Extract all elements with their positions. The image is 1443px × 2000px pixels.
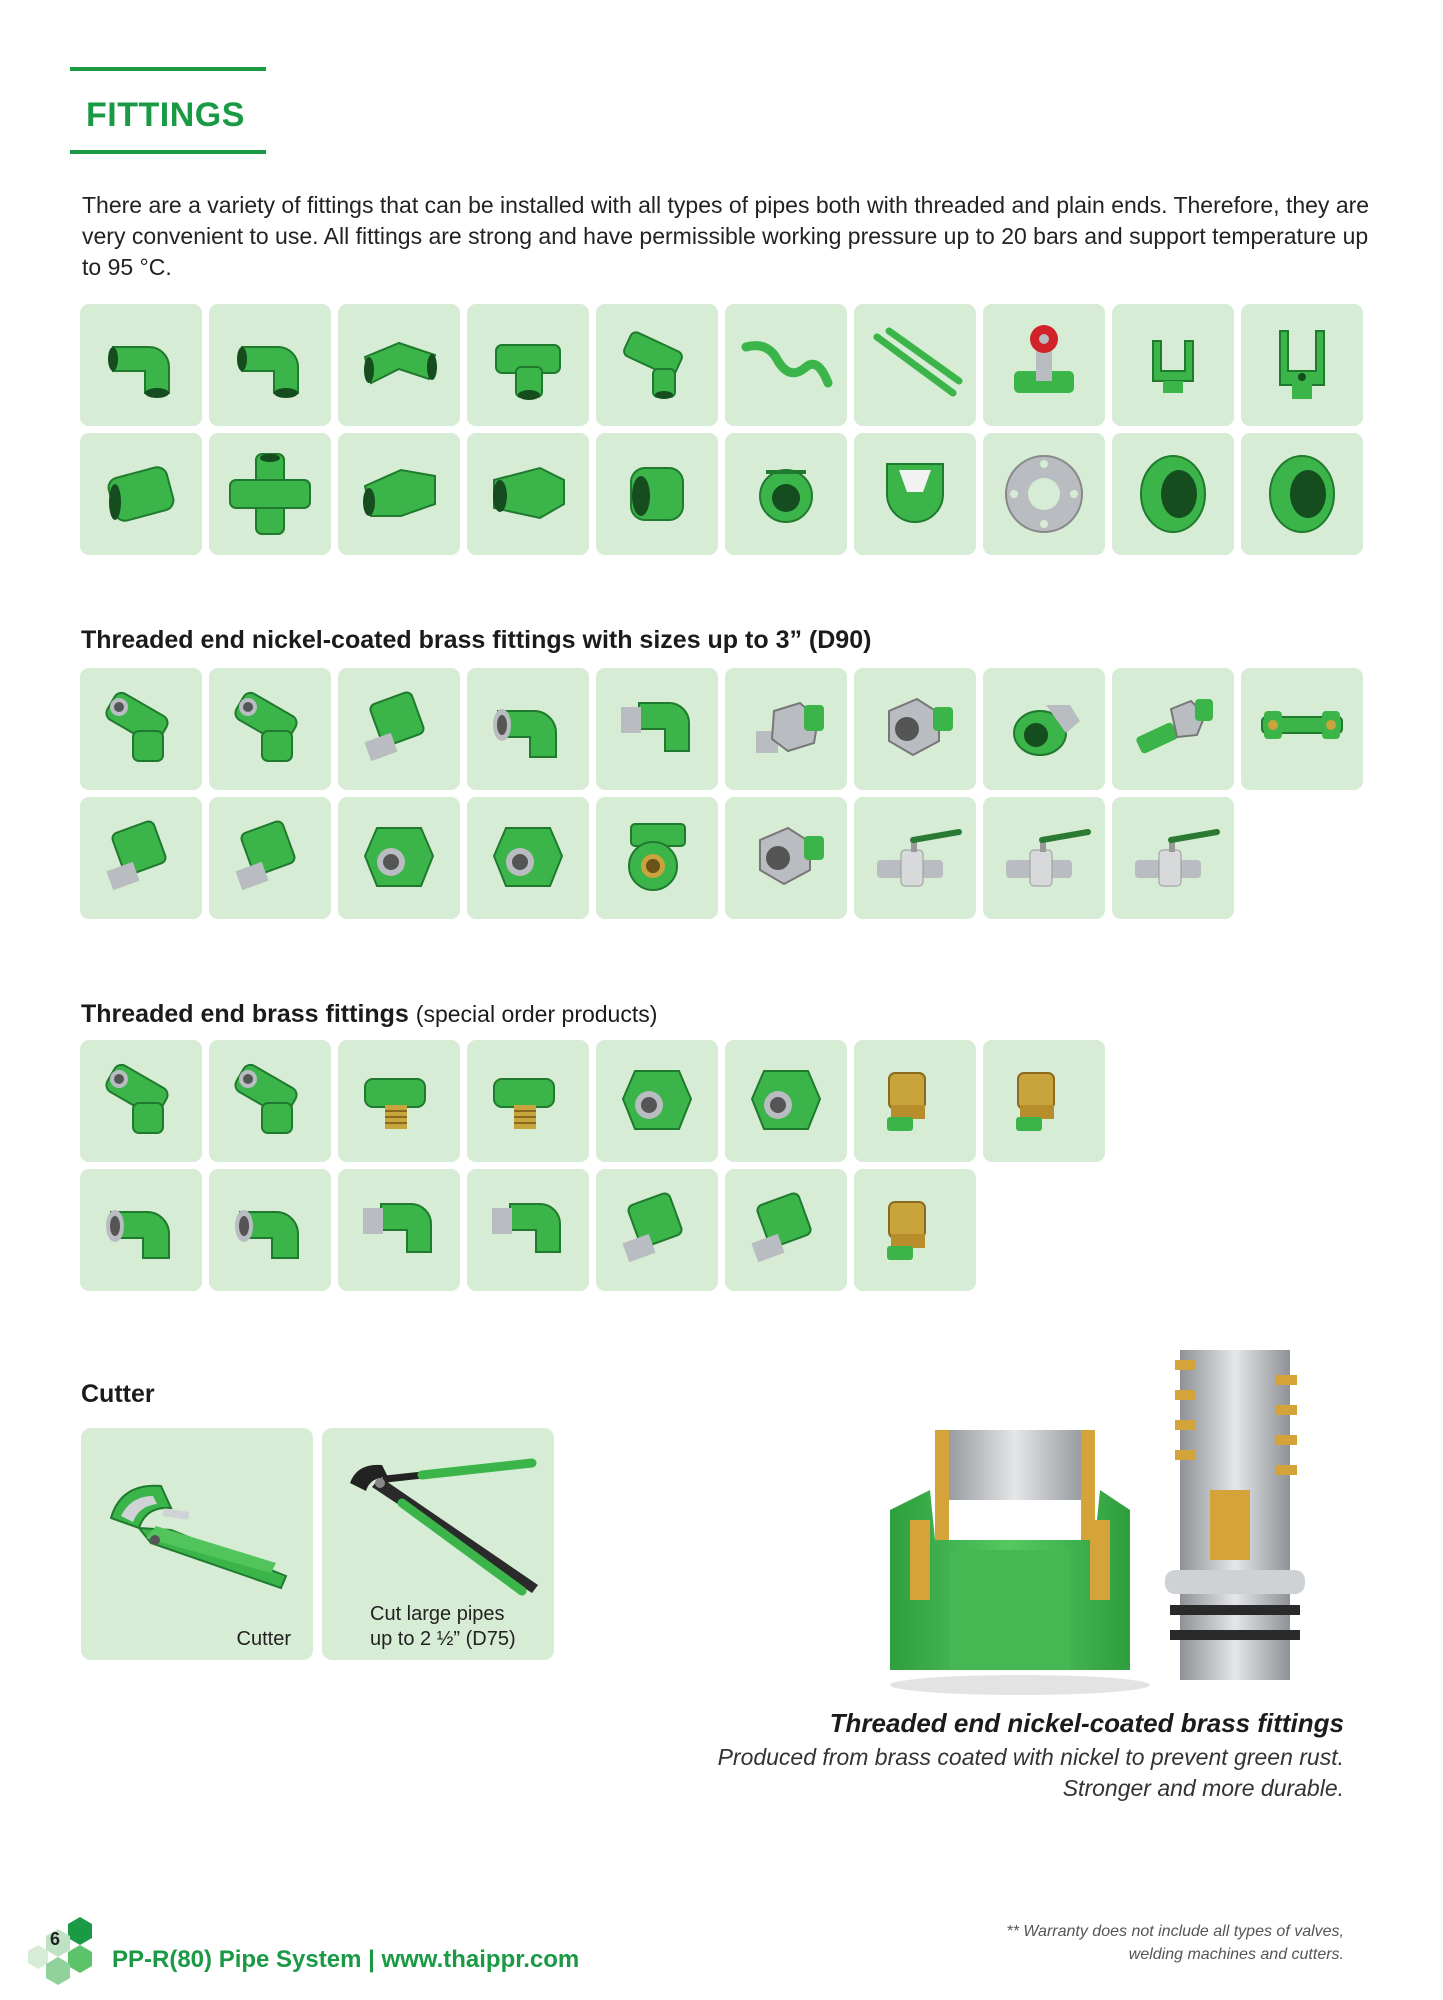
- stop-valve-fitting-icon: [996, 317, 1092, 413]
- female-tee-fitting-icon: [222, 1053, 318, 1149]
- cutter-tile: [81, 1428, 313, 1660]
- male-union-fitting-icon: [738, 681, 834, 777]
- nickel-tile-male-adapter: [80, 797, 202, 919]
- feature-line-1: Produced from brass coated with nickel to prevent green rust.: [717, 1744, 1344, 1770]
- male-adapter-fitting-icon: [222, 810, 318, 906]
- ball-valve-fitting-icon: [1125, 810, 1221, 906]
- feature-description: [544, 1742, 1344, 1804]
- brass-tile-male-tee: [467, 1040, 589, 1162]
- large-cutter-tile: [322, 1428, 554, 1660]
- section-title-brass: [81, 1000, 657, 1029]
- male-elbow-fitting-icon: [480, 1182, 576, 1278]
- cross-fitting-icon: [222, 446, 318, 542]
- female-elbow-fitting-icon: [480, 681, 576, 777]
- tee-fitting-icon: [480, 317, 576, 413]
- warranty-line-1: ** Warranty does not include all types of valves,: [1006, 1923, 1344, 1940]
- elbow-90-fitting-icon: [222, 317, 318, 413]
- fitting-tile-tee: [467, 304, 589, 426]
- section-title-cutter: Cutter: [81, 1380, 155, 1408]
- male-adapter-fitting-icon: [93, 810, 189, 906]
- male-adapter-fitting-icon: [738, 1182, 834, 1278]
- fitting-tile-socket: [80, 433, 202, 555]
- nickel-tile-female-elbow: [467, 668, 589, 790]
- brass-tile-male-elbow: [338, 1169, 460, 1291]
- brass-union-fitting-icon: [867, 1053, 963, 1149]
- fitting-tile-stop-valve: [983, 304, 1105, 426]
- brass-tile-female-adapter: [596, 1040, 718, 1162]
- brass-tile-female-elbow: [209, 1169, 331, 1291]
- male-adapter-fitting-icon: [609, 1182, 705, 1278]
- fitting-tile-reducer: [467, 433, 589, 555]
- large-cutter-caption-line2: up to 2 ½” (D75): [370, 1628, 516, 1650]
- fitting-tile-elbow-45: [338, 304, 460, 426]
- crossover-bend-fitting-icon: [738, 317, 834, 413]
- fitting-tile-pipe-rods: [854, 304, 976, 426]
- pipe-clip-fitting-icon: [1125, 317, 1221, 413]
- nickel-tile-female-union: [725, 797, 847, 919]
- female-tee-fitting-icon: [93, 1053, 189, 1149]
- nickel-tile-ball-valve: [983, 797, 1105, 919]
- nickel-tile-ball-valve: [1112, 797, 1234, 919]
- female-elbow-fitting-icon: [93, 1182, 189, 1278]
- female-adapter-fitting-icon: [480, 810, 576, 906]
- header-rule-top: [70, 67, 266, 71]
- large-cutter-caption-line1: Cut large pipes: [370, 1603, 505, 1625]
- nickel-tile-female-tee: [209, 668, 331, 790]
- brass-tile-female-tee: [80, 1040, 202, 1162]
- brass-tile-male-elbow: [467, 1169, 589, 1291]
- union-fitting-icon: [996, 681, 1092, 777]
- large-pipe-cutter-image: [332, 1443, 542, 1603]
- brass-tile-brass-union: [854, 1040, 976, 1162]
- male-tee-fitting-icon: [480, 1053, 576, 1149]
- page-number: 6: [50, 1929, 61, 1949]
- warranty-line-2: welding machines and cutters.: [1128, 1946, 1344, 1963]
- ball-valve-fitting-icon: [996, 810, 1092, 906]
- nickel-tile-female-tee: [80, 668, 202, 790]
- male-adapter-fitting-icon: [351, 681, 447, 777]
- fitting-tile-crossover-bend: [725, 304, 847, 426]
- elbow-45-fitting-icon: [351, 317, 447, 413]
- brass-union-fitting-icon: [996, 1053, 1092, 1149]
- male-elbow-fitting-icon: [351, 1182, 447, 1278]
- fitting-tile-elbow-90: [209, 304, 331, 426]
- nickel-fitting-cutaway-image: [880, 1320, 1340, 1700]
- fitting-tile-flange-adapter: [1241, 433, 1363, 555]
- ball-valve-fitting-icon: [867, 810, 963, 906]
- nickel-tile-male-elbow: [596, 668, 718, 790]
- fitting-tile-reducing-tee: [596, 304, 718, 426]
- header-rule-bottom: [70, 150, 266, 154]
- brass-tile-female-tee: [209, 1040, 331, 1162]
- feature-line-2: Stronger and more durable.: [1062, 1775, 1344, 1801]
- wall-elbow-fitting-icon: [609, 810, 705, 906]
- female-adapter-fitting-icon: [351, 810, 447, 906]
- steel-flange-fitting-icon: [996, 446, 1092, 542]
- elbow-90-fitting-icon: [93, 317, 189, 413]
- fitting-tile-elbow-90: [80, 304, 202, 426]
- reducing-tee-fitting-icon: [609, 317, 705, 413]
- fitting-tile-pipe-clip: [1112, 304, 1234, 426]
- nickel-tile-union: [983, 668, 1105, 790]
- fitting-tile-cross: [209, 433, 331, 555]
- union-long-fitting-icon: [1125, 681, 1221, 777]
- feature-title: Threaded end nickel-coated brass fittings: [829, 1708, 1344, 1738]
- pipe-rods-fitting-icon: [867, 317, 963, 413]
- reducer-fitting-icon: [480, 446, 576, 542]
- brass-tile-brass-union: [983, 1040, 1105, 1162]
- section-title-nickel: Threaded end nickel-coated brass fittings with sizes up to 3” (D90): [81, 626, 872, 654]
- nickel-tile-male-adapter: [338, 668, 460, 790]
- nickel-tile-male-union: [725, 668, 847, 790]
- brass-tile-male-adapter: [596, 1169, 718, 1291]
- nickel-tile-wall-plate: [1241, 668, 1363, 790]
- brass-union-fitting-icon: [867, 1182, 963, 1278]
- fitting-tile-steel-flange: [983, 433, 1105, 555]
- fitting-tile-end-cap: [596, 433, 718, 555]
- section-title-brass-main: Threaded end brass fittings: [81, 1000, 409, 1028]
- reducing-socket-fitting-icon: [351, 446, 447, 542]
- female-union-fitting-icon: [867, 681, 963, 777]
- wall-plate-fitting-icon: [1254, 681, 1350, 777]
- pipe-cutter-image: [91, 1448, 291, 1618]
- male-elbow-fitting-icon: [609, 681, 705, 777]
- nickel-tile-union-long: [1112, 668, 1234, 790]
- stub-end-fitting-icon: [867, 446, 963, 542]
- brass-tile-female-elbow: [80, 1169, 202, 1291]
- page-title: FITTINGS: [86, 96, 245, 134]
- nickel-tile-ball-valve: [854, 797, 976, 919]
- brass-tile-male-adapter: [725, 1169, 847, 1291]
- brass-tile-brass-union: [854, 1169, 976, 1291]
- female-elbow-fitting-icon: [222, 1182, 318, 1278]
- female-adapter-fitting-icon: [738, 1053, 834, 1149]
- large-cutter-caption: [370, 1602, 516, 1652]
- section-title-brass-note: (special order products): [415, 1001, 658, 1027]
- intro-paragraph: There are a variety of fittings that can be installed with all types of pipes both with threaded and plain ends. Therefore, they are very convenient to use. All fittings are strong and have permissible working pressure up to 20 bars and support temperature up to 95 °C.: [82, 192, 1370, 280]
- female-tee-fitting-icon: [222, 681, 318, 777]
- nickel-tile-female-adapter: [467, 797, 589, 919]
- threaded-plug-fitting-icon: [738, 446, 834, 542]
- brass-tile-male-tee: [338, 1040, 460, 1162]
- fitting-tile-reducing-socket: [338, 433, 460, 555]
- flange-adapter-fitting-icon: [1125, 446, 1221, 542]
- male-tee-fitting-icon: [351, 1053, 447, 1149]
- hexagon-logo-icon: [28, 1915, 98, 1985]
- female-tee-fitting-icon: [93, 681, 189, 777]
- fitting-tile-flange-adapter: [1112, 433, 1234, 555]
- footer-brand-text: PP-R(80) Pipe System | www.thaippr.com: [112, 1946, 580, 1973]
- fitting-tile-pipe-clip-tall: [1241, 304, 1363, 426]
- fitting-tile-stub-end: [854, 433, 976, 555]
- nickel-tile-female-union: [854, 668, 976, 790]
- end-cap-fitting-icon: [609, 446, 705, 542]
- flange-adapter-fitting-icon: [1254, 446, 1350, 542]
- fitting-tile-threaded-plug: [725, 433, 847, 555]
- nickel-tile-male-adapter: [209, 797, 331, 919]
- nickel-tile-wall-elbow: [596, 797, 718, 919]
- cutter-caption: Cutter: [236, 1628, 291, 1650]
- female-union-fitting-icon: [738, 810, 834, 906]
- female-adapter-fitting-icon: [609, 1053, 705, 1149]
- socket-fitting-icon: [93, 446, 189, 542]
- warranty-note: [844, 1920, 1344, 1966]
- nickel-tile-female-adapter: [338, 797, 460, 919]
- brass-tile-female-adapter: [725, 1040, 847, 1162]
- pipe-clip-tall-fitting-icon: [1254, 317, 1350, 413]
